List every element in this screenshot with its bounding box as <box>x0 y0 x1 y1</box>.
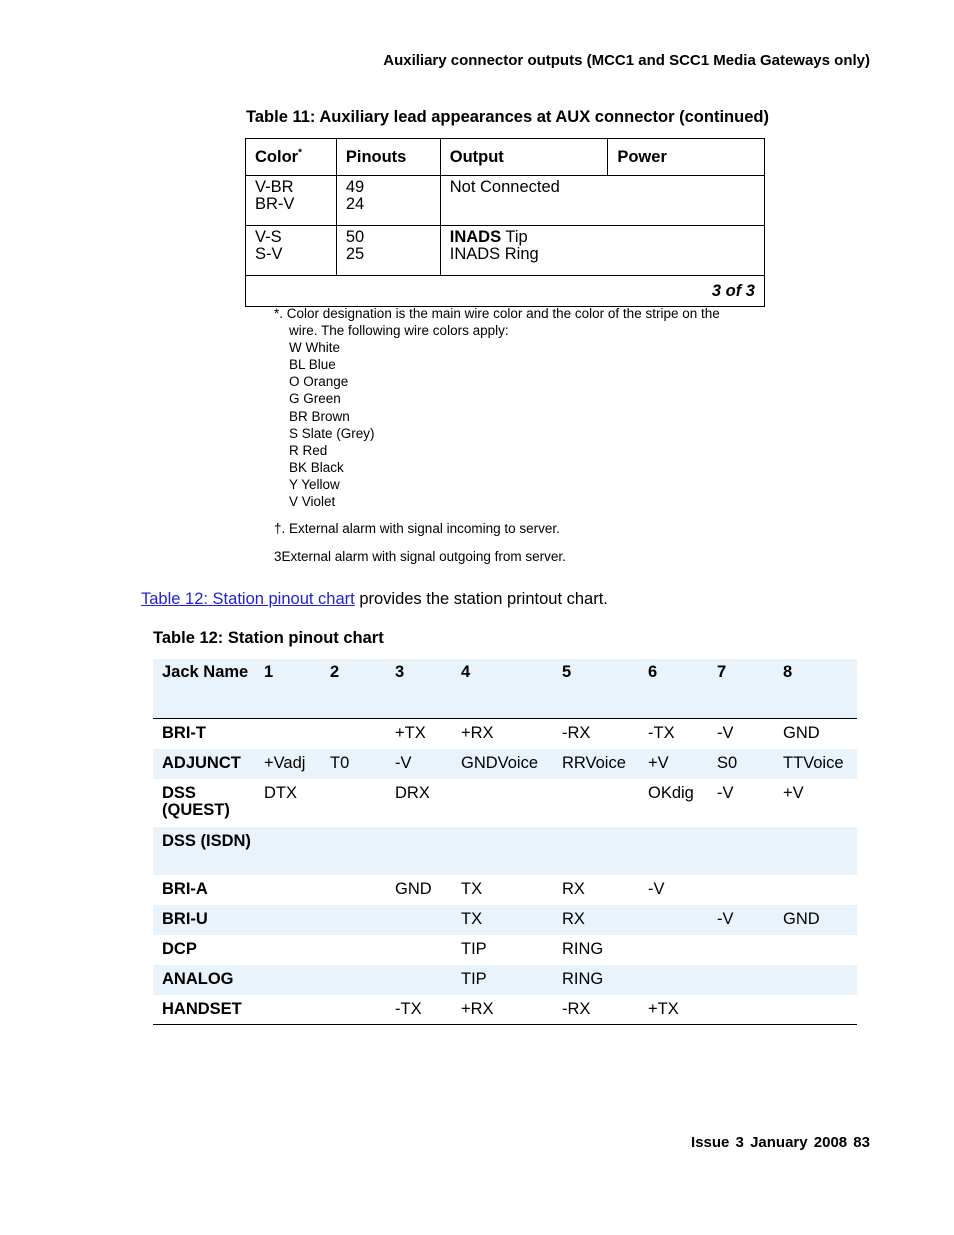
pin-cell <box>639 935 708 965</box>
col-header-8: 8 <box>774 659 857 719</box>
list-item: S Slate (Grey) <box>289 425 375 441</box>
col-header-7: 7 <box>708 659 774 719</box>
pin-cell <box>774 827 857 875</box>
pin-cell: TX <box>452 905 553 935</box>
col-header-1: 1 <box>255 659 321 719</box>
pin-cell <box>708 827 774 875</box>
page-indicator: 3 of 3 <box>246 276 765 307</box>
pin-cell <box>255 719 321 749</box>
col-header-pinouts: Pinouts <box>336 139 440 176</box>
page-indicator-row <box>246 276 765 307</box>
pin-cell <box>321 779 386 827</box>
pin-cell: RX <box>562 879 585 898</box>
table-12-header-row <box>153 659 857 719</box>
table-row <box>153 827 857 875</box>
pin-cell: DTX <box>264 783 297 802</box>
pin-cell <box>321 875 386 905</box>
list-item: V Violet <box>289 494 336 510</box>
pin-cell <box>452 779 553 827</box>
pin-cell <box>553 779 639 827</box>
table-11 <box>245 138 765 307</box>
pin-cell <box>321 995 386 1025</box>
pin-cell: RING <box>553 965 639 995</box>
table-12-link[interactable]: Table 12: Station pinout chart <box>141 590 355 608</box>
running-header: Auxiliary connector outputs (MCC1 and SCC1 Media Gateways only) <box>383 52 870 69</box>
pin-cell <box>708 995 774 1025</box>
pin-cell <box>386 935 452 965</box>
list-item: BR Brown <box>289 408 350 424</box>
col-header-6: 6 <box>639 659 708 719</box>
pin-cell: -TX <box>648 724 675 742</box>
pin-cell: TIP <box>452 965 553 995</box>
pin-cell: +Vadj <box>255 749 321 779</box>
pin-cell: -RX <box>553 995 639 1025</box>
list-item: G Green <box>289 391 341 407</box>
body-paragraph: Table 12: Station pinout chart provides the station printout chart. <box>141 590 608 608</box>
table-row <box>246 176 765 226</box>
pin-cell: +RX <box>452 995 553 1025</box>
table-12-caption: Table 12: Station pinout chart <box>153 629 384 647</box>
jack-name-cell: DSS (ISDN) <box>153 827 255 875</box>
pin-cell: TIP <box>461 939 487 958</box>
page-footer: Issue 3 January 2008 83 <box>691 1134 870 1151</box>
table-row <box>153 779 857 827</box>
pin-cell: -V <box>648 879 665 898</box>
pin-cell: -V <box>717 724 734 742</box>
jack-name-cell: BRI-T <box>162 724 206 742</box>
table-row <box>153 905 857 935</box>
table-row <box>153 749 857 779</box>
col-header-color: Color* <box>246 139 337 176</box>
pin-cell <box>553 827 639 875</box>
pin-cell <box>774 935 857 965</box>
list-item: O Orange <box>289 374 349 390</box>
pin-cell <box>708 935 774 965</box>
color-footnote: *. Color designation is the main wire color and the color of the stripe on the wire. The following wire colors apply: W White BL Blue O Orange G Green BR Brown S Slate (Grey) R Red BK Black Y Yellow V Violet <box>274 305 754 510</box>
pin-cell: -TX <box>386 995 452 1025</box>
pin-cell <box>321 965 386 995</box>
dagger-footnote: †. External alarm with signal incoming to server. <box>274 521 560 536</box>
col-header-2: 2 <box>321 659 386 719</box>
pin-cell: +V <box>639 749 708 779</box>
list-item: Y Yellow <box>289 476 340 492</box>
third-footnote: 3External alarm with signal outgoing from server. <box>274 549 566 564</box>
pin-cell <box>386 905 452 935</box>
pin-cell <box>321 905 386 935</box>
pin-cell <box>708 875 774 905</box>
pin-cell <box>708 965 774 995</box>
col-header-power: Power <box>608 139 765 176</box>
table-row <box>153 935 857 965</box>
pin-cell: RX <box>553 905 639 935</box>
pin-cell: -V <box>386 749 452 779</box>
pin-cell: +TX <box>639 995 708 1025</box>
pin-cell <box>255 875 321 905</box>
pin-cell <box>321 935 386 965</box>
pin-cell <box>639 827 708 875</box>
pin-cell: +V <box>783 783 804 802</box>
col-header-4: 4 <box>452 659 553 719</box>
pin-cell: -V <box>717 783 734 802</box>
jack-name-cell: ADJUNCT <box>153 749 255 779</box>
table-11-caption: Table 11: Auxiliary lead appearances at AUX connector (continued) <box>246 108 769 126</box>
jack-name-cell: DSS (QUEST) <box>162 783 230 819</box>
pin-cell: -V <box>708 905 774 935</box>
pin-cell: RING <box>562 939 604 958</box>
pin-cell: +TX <box>395 724 426 742</box>
pin-cell <box>452 827 553 875</box>
jack-name-cell: ANALOG <box>153 965 255 995</box>
output-cell: INADS Tip INADS Ring <box>440 226 764 276</box>
pin-cell: S0 <box>708 749 774 779</box>
table-11-header-row <box>246 139 765 176</box>
pin-cell: GND <box>774 905 857 935</box>
pin-cell <box>255 935 321 965</box>
pin-cell: GNDVoice <box>452 749 553 779</box>
pin-cell: TTVoice <box>774 749 857 779</box>
jack-name-cell: BRI-A <box>162 879 208 898</box>
table-row <box>246 226 765 276</box>
pin-cell <box>255 965 321 995</box>
pin-cell: OKdig <box>648 783 694 802</box>
pin-cell <box>386 965 452 995</box>
jack-name-cell: BRI-U <box>153 905 255 935</box>
color-cell: V-BR BR-V <box>246 176 337 226</box>
pin-cell: GND <box>783 724 820 742</box>
pin-cell: RRVoice <box>553 749 639 779</box>
col-header-output: Output <box>440 139 608 176</box>
table-12 <box>153 659 857 1025</box>
jack-name-cell: DCP <box>162 939 197 958</box>
pin-cell: -RX <box>562 724 591 742</box>
table-row <box>153 875 857 905</box>
list-item: BK Black <box>289 459 344 475</box>
pin-cell: DRX <box>395 783 430 802</box>
col-header-jack-name: Jack Name <box>153 659 255 719</box>
pin-cell <box>255 905 321 935</box>
color-cell: V-S S-V <box>246 226 337 276</box>
pin-cell <box>255 995 321 1025</box>
pin-cell <box>774 965 857 995</box>
pin-cell <box>255 827 321 875</box>
list-item: R Red <box>289 442 328 458</box>
pinout-cell: 50 25 <box>336 226 440 276</box>
pin-cell <box>639 905 708 935</box>
wire-color-list <box>274 339 754 510</box>
pin-cell: +RX <box>461 724 494 742</box>
output-cell: Not Connected <box>440 176 764 226</box>
pinout-cell: 49 24 <box>336 176 440 226</box>
pin-cell <box>321 719 386 749</box>
pin-cell <box>774 995 857 1025</box>
footnote-mark: * <box>298 147 302 158</box>
pin-cell: GND <box>395 879 432 898</box>
table-row <box>153 995 857 1025</box>
pin-cell: TX <box>461 879 483 898</box>
table-row <box>153 965 857 995</box>
list-item: BL Blue <box>289 357 336 373</box>
table-row <box>153 719 857 749</box>
pin-cell <box>774 875 857 905</box>
pin-cell: T0 <box>321 749 386 779</box>
jack-name-cell: HANDSET <box>153 995 255 1025</box>
pin-cell <box>639 965 708 995</box>
col-header-5: 5 <box>553 659 639 719</box>
list-item: W White <box>289 340 341 356</box>
pin-cell <box>386 827 452 875</box>
col-header-3: 3 <box>386 659 452 719</box>
pin-cell <box>321 827 386 875</box>
